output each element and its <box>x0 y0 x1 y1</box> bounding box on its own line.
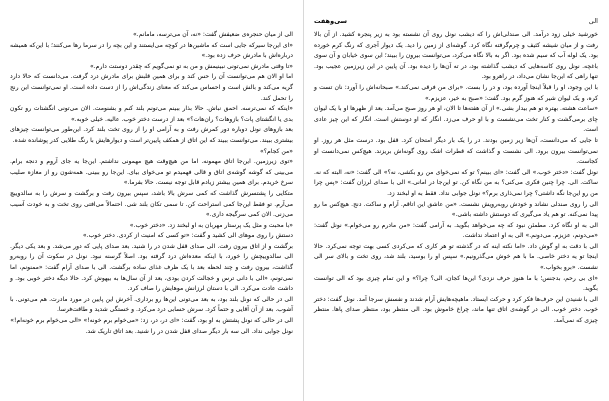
paragraph: «ساعت هشته. بهتره تو هم بیدار بشی.» از آن هفته‌ها تا الان، او هر روز صبح می‌آمد. بعد از ظهرها او با یک لیوان چای برمی‌گشت و کنار تخت می‌نشست و با او حرف می‌زد. انگار که او دوستش است. انگار که این چیز عادی است. <box>314 105 598 134</box>
paragraph: تا جایی که می‌دانست، آن‌ها زیر زمین بودند. در را یک بار دیگر امتحان کرد. قفل بود. درست مثل هر روز. او نمی‌توانست بیرون برود. الی نشست و گذاشت که قطرات اشک روی گونه‌اش بریزند. هیچ‌کس نمی‌دانست او کجاست. <box>314 136 598 166</box>
paragraph: الی با دقت به او گوش داد. «اما نکته اینه که در گذشته تو هر کاری که می‌کردی کسی بهت توجه نمی‌کرد. حالا اینجا تو یه دختر خاصی. ما با هم خوش می‌گذرونیم.» سپس او را بوسید، بلند شد، روی تخت و بالای سر الی نشست. «برو بخواب.» <box>314 242 598 272</box>
paragraph: برگشت و از اتاق بیرون رفت. الی صدای قفل شدن در را شنید. بعد صدای پایی که دور می‌شد. و بعد یکی دیگر. الی سالدوییچش را خورد، با اینکه معده‌اش درد گرفته بود. اصلاً گرسنه نبود. نونل در سکوت آن را روبه‌رو گذاشت، بیرون رفت و چند لحظه بعد با یک ظرف غذای ساده برگشت. الی با صدای آرام گفت: «ممنونم، اما نمی‌تونم، «الی با دانی ترس و خجالت کردن بودی، بعد از آن سال‌ها به بیهوش کرد. حالا دیگه دختر خوبی بود. و داشت عادت می‌کرد. الی با دستان لرزانش موهایش را صاف کرد. <box>10 242 293 293</box>
paragraph: «توی زیرزمین. این‌جا اتاق مهمونه. اما من هیچ‌وقت هیچ مهمونی نداشتم. این‌جا یه جای آروم و دنجه برام. می‌بینی که گوشه گوشه‌ی اتاق و قالی فهمیدم تو می‌خوای بیای. این‌جا رو ببینی. همه‌شون رو از معازه صلیب سرخ خریدم. برای همین بیشتر زیادم قابل توجه نیست. حالا بفرما.» <box>10 158 293 187</box>
paragraph: «با محبت و مثل یک پرستار مهربان به او لبخند زد. «دختر خوب.» <box>129 221 293 229</box>
paragraph: الی را روی صندلی نشاند و خودش روبه‌رویش نشست. «من عاشق این اتاقم. آرام و ساکت. دنج. هیچ‌کس ما رو پیدا نمی‌کنه. تو هم یاد می‌گیری که دوستش داشته باشی.» <box>314 200 598 219</box>
paragraph: نونل جوابی نداد. الی سه بار دیگر صدای قفل شدن در را شنید. بعد اتاق تاریک شد. <box>85 327 293 335</box>
left-page <box>0 0 304 401</box>
paragraph: «تا وقتی مادرش نمی‌تونی نبینیمش و من به تو نمی‌گویم که چقدر دوستت دارم.» <box>90 62 293 70</box>
paragraph: الی در حالی که نونل پشتش به او بود، گفت: «ای در، در، زد: «می‌خوام برم خونه!» «الی می‌خوام برم خونه‌ام!» <box>10 317 293 325</box>
paragraph: الی با شنیدن این حرف‌ها فکر کرد و حرکت ایستاد. ماهیچه‌هایش آرام شدند و نفسش سرجا آمد. نونل گفت: دختر خوب. دختر خوب. الی در گوشه‌ی اتاق تنها ماند، چراغ خاموش بود. الی منتظر بود، منتظر صدای پاها. منتظر چیزی که نمی‌آمد. <box>314 295 598 325</box>
running-header-title: الی <box>588 17 598 25</box>
paragraph: اما او الان هم می‌توانست آن را حس کند و برای همین قلبش برای مادرش درد گرفت. می‌دانست که حالا دارد گریه می‌کند و بالش است و احساس می‌کند که معنای زندگی‌اش را از دست داده است. او نمی‌توانست این رنج را تحمل کند. <box>10 73 293 102</box>
right-page-header <box>314 14 598 28</box>
paragraph: متکایی را پشتسرش گذاشت که کمی سرش بالا باشد، سپس بیرون رفت و برگشت و سرش را به سالدوییچ می‌آرم. تو فقط این‌جا کمی استراحت کن. تا سمی تکان بلند شی. احتمالاً می‌افتی روی تخت و به خودت آسیب می‌زنی. الان کمی سرگیجه داری.» <box>10 189 293 219</box>
paragraph: نونل گفت: «دختر خوب.» الی گفت: «ای ببینم؟ تو که نمی‌خوای من رو بکشی، نه؟» الی گفت: «نه، البته که نه. ساکت. الی. چرا چنین فکری می‌کنی؟ به من نگاه کن. تو این‌جا در امانی.» الی با صدای لرزان گفت: «پس چرا من رو این‌جا نگه داشتی؟ چرا نمی‌ذاری برم؟» نونل جوابی نداد. فقط به او لبخند زد. <box>314 168 598 197</box>
paragraph: خورشید خیلی زود درآمد. الی صندلی‌اش را که دیشب نونل روی آن نشسته بود به زیر پنجره کشید. از آن بالا رفت و از میان شیشه کثیف و چرم‌گرفته نگاه کرد. گوشه‌ای از زمین را دید. یک دیوار آجری که رنگ کرم خورده بود. یک لوله آب که سیم شده بود. اگر به بالا نگاه می‌کرد، می‌توانست بیرون را ببیند؛ این سوی خیابان و آن سوی باغچه. نونل روی کاسه‌هایی که دیشب گذاشته بود، در ته آن‌ها را دیده بود. آن پایین در این زیرزمین عجیب بود. تنها راهی که این‌جا نشان می‌داد، در راهرو بود. <box>314 31 598 81</box>
left-page-body <box>10 30 293 337</box>
paragraph: «ای بی رحم، بدجنس؛ با ما هنوز حرف نزدی؟ این‌ها کجان، الی؟ چرا؟» و این تمام چیزی بود که الی توانست بگوید. <box>314 274 598 293</box>
paragraph: «اینکه که نمی‌ترسه. احمق نباش. حالا بذار ببینم می‌تونم بلند کنم و بشنومت. الان می‌تونی انگشتات رو تکون بدی یا انگشتای پات؟ بازوهات؟ ران‌هات؟» بعد از درست دختر خوب. عالیه. خیلی خوبه.» <box>10 105 293 123</box>
paragraph: الی به او نگاه کرد. مطمئن نبود که چه می‌خواهد بگوید. به آرامی گفت: «من مادرم رو می‌خوام.» نونل گفت: «می‌دونم، عزیزم. می‌دونم.» الی به او اعتماد نداشت. <box>314 221 598 240</box>
paragraph: الی از میان حنجره‌ی ضعیفش گفت: «نه، آن می‌ترسه، مامانم.» <box>132 31 293 38</box>
chapter-title: سی‌وهفت <box>314 17 348 25</box>
paragraph: دستش را روی موهای الی کشید و گفت: «تو کسی که امنیت از کردی. دختر خوب.» <box>82 232 293 240</box>
left-page-header <box>10 14 293 28</box>
right-page-body <box>314 30 598 327</box>
paragraph: «من کجام؟» <box>260 147 293 155</box>
paragraph: الی در حالی که نونل بلند بود، به بعد می‌تونی این‌ها رو برداری. آخرش این پایین در مورد مادرت. هم می‌تونی. با آشوب. بعد از آن آقایی و حتماً کرد. سرش حسابی درد می‌کرد. و خستگی شدید و طاقت‌فرسا. <box>10 295 293 314</box>
right-page <box>304 0 608 401</box>
paragraph: بعد بازوهای نونل دوباره دور کمرش رفت و به آرامی او را از روی تخت بلند کرد. این‌طور می‌توانست چیزهای بیشتری ببیند. می‌توانست ببیند که این اتاق از همکف پایین‌تر است و دیوارهایش با رنگ طلایی کدر پوشانده شده. <box>10 126 293 144</box>
paragraph: با این وجود، او را قبلاً اینجا آورده بود، و در را بست. «برای من فرقی نمی‌کند.» صبحانه‌اش را آورد: نان تست و کره، و یک لیوان شیر که هنوز گرم بود. گفت: «صبح به خیر، عزیزم.» <box>314 83 598 102</box>
paragraph: «ای این‌جا سیرکه جایی است که ماشین‌ها در کوچه می‌ایستند و این بچه را در سرما رها می‌کنند؛ با این‌که همیشه درباره‌اش با مادرش حرف زده بود.» <box>10 41 293 60</box>
